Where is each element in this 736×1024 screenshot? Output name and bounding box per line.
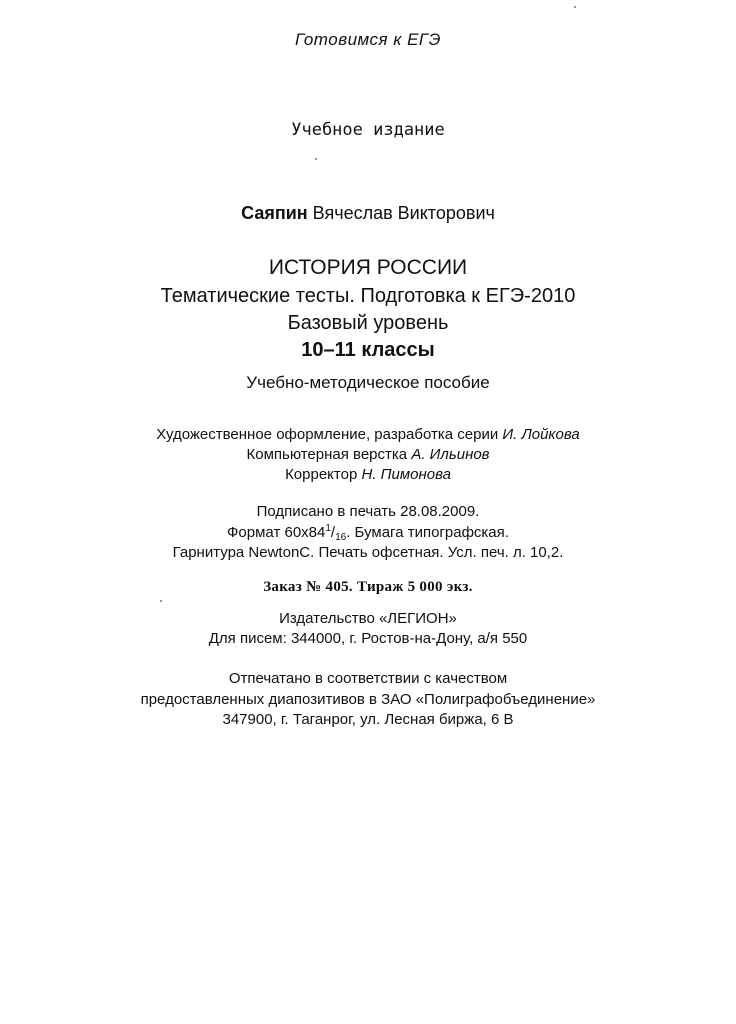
printer-line-1: Отпечатано в соответствии с качеством	[228, 670, 508, 687]
book-title: ИСТОРИЯ РОССИИ	[268, 256, 468, 279]
credit-role: Художественное оформление, разработка серии	[156, 426, 499, 443]
credit-art-design	[0, 426, 736, 443]
credit-name: И. Лойкова	[502, 426, 580, 443]
scan-speck	[315, 158, 317, 160]
author-given-names: Вячеслав Викторович	[312, 203, 495, 223]
book-subtitle: Тематические тесты. Подготовка к ЕГЭ-2010	[160, 285, 576, 307]
typeface-line: Гарнитура NewtonC. Печать офсетная. Усл. печ. л. 10,2.	[172, 544, 564, 561]
book-grades: 10–11 классы	[301, 339, 435, 361]
scan-speck	[574, 6, 576, 8]
credit-role: Корректор	[285, 466, 358, 483]
printer-line-2: предоставленных диапозитивов в ЗАО «Полиграфобъединение»	[140, 691, 596, 708]
printer-line-3: 347900, г. Таганрог, ул. Лесная биржа, 6 В	[222, 711, 514, 728]
format-line	[0, 524, 736, 541]
credit-proofreader	[0, 466, 736, 483]
author-line	[0, 203, 736, 224]
edition-type: Учебное издание	[291, 120, 445, 140]
format-separator: /	[330, 524, 336, 541]
signed-date: Подписано в печать 28.08.2009.	[256, 503, 480, 520]
publisher-name: Издательство «ЛЕГИОН»	[279, 610, 457, 627]
credit-name: А. Ильинов	[411, 446, 490, 463]
format-denominator: 16	[335, 532, 347, 543]
author-surname: Саяпин	[241, 203, 308, 223]
book-level: Базовый уровень	[287, 312, 449, 334]
order-line: Заказ № 405. Тираж 5 000 экз.	[263, 579, 473, 595]
format-prefix: Формат 60х84	[227, 524, 326, 541]
book-type: Учебно-методическое пособие	[246, 373, 490, 392]
publisher-address: Для писем: 344000, г. Ростов-на-Дону, а/я 550	[208, 630, 528, 647]
series-name: Готовимся к ЕГЭ	[295, 30, 441, 49]
credit-role: Компьютерная верстка	[246, 446, 408, 463]
scan-speck	[160, 600, 162, 602]
format-suffix: . Бумага типографская.	[346, 524, 509, 541]
format-numerator: 1	[325, 523, 331, 534]
credit-layout	[0, 446, 736, 463]
credit-name: Н. Пимонова	[361, 466, 451, 483]
